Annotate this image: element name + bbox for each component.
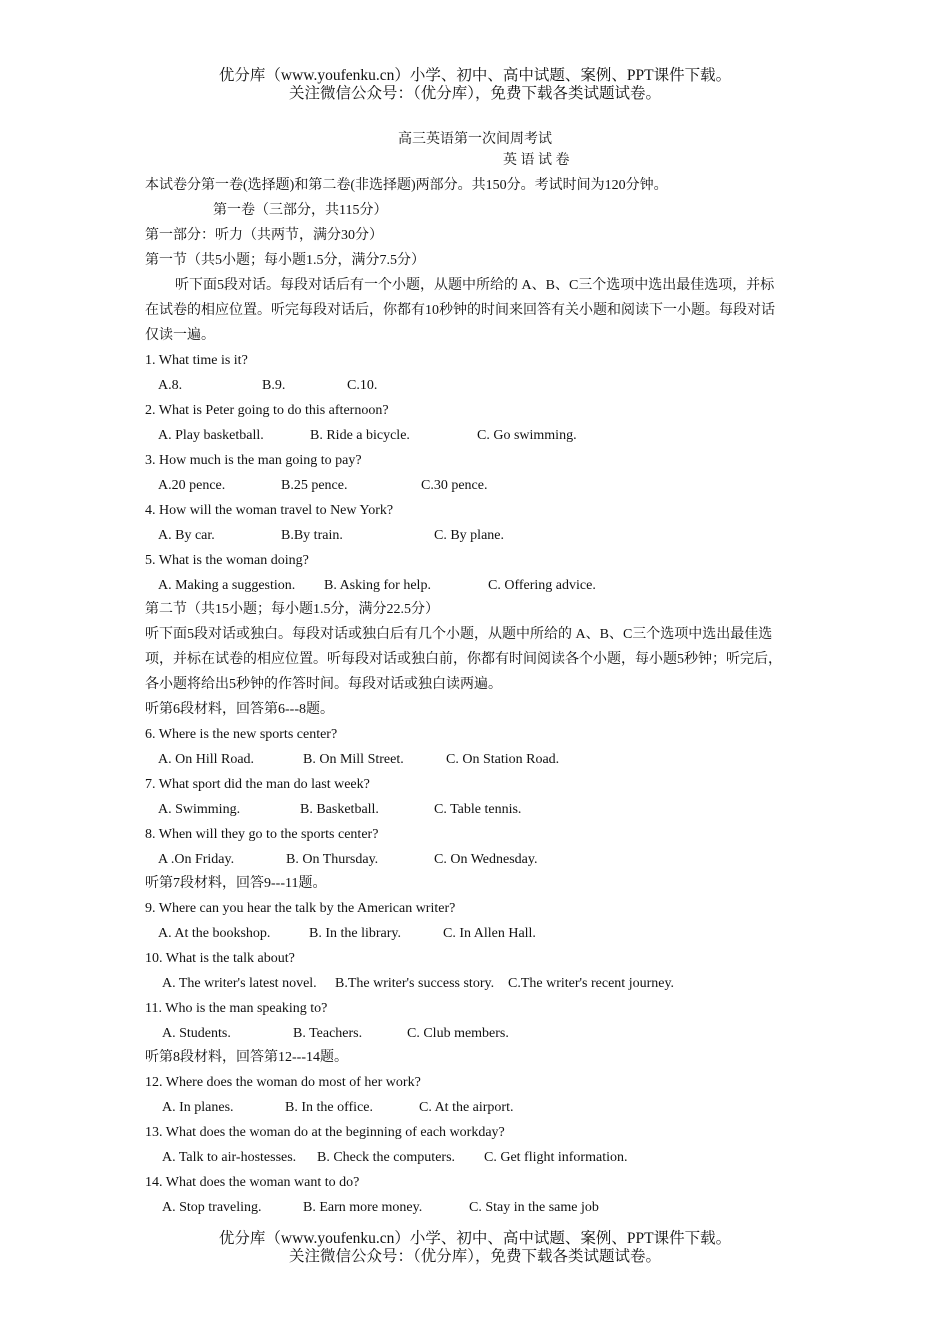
question-3: 3. How much is the man going to pay? <box>145 453 362 468</box>
question-8: 8. When will they go to the sports center? <box>145 827 379 842</box>
question-9: 9. Where can you hear the talk by the American writer? <box>145 901 456 916</box>
option-b: B. In the office. <box>285 1100 373 1115</box>
option-a: A. Play basketball. <box>158 428 264 443</box>
option-b: B. Earn more money. <box>303 1200 423 1215</box>
option-b: B. Teachers. <box>293 1026 363 1041</box>
option-c: C.10. <box>347 378 378 393</box>
question-6: 6. Where is the new sports center? <box>145 727 338 742</box>
question-1: 1. What time is it? <box>145 353 248 368</box>
exam-subtitle: 英 语 试 卷 <box>503 153 570 168</box>
option-b: B. In the library. <box>309 926 402 941</box>
option-c: C. On Station Road. <box>446 752 560 767</box>
option-b: B. Asking for help. <box>324 578 431 593</box>
option-a: A. Swimming. <box>158 802 241 817</box>
option-c: C. Table tennis. <box>434 802 522 817</box>
option-c: C. Go swimming. <box>477 428 577 443</box>
option-a: A. The writer's latest novel. <box>162 976 317 991</box>
section-2-instruction: 听下面5段对话或独白。每段对话或独白后有几个小题，从题中所给的 A、B、C三个选项中选出最佳选 <box>145 627 773 642</box>
question-2: 2. What is Peter going to do this afternoon? <box>145 403 389 418</box>
question-11: 11. Who is the man speaking to? <box>145 1001 328 1016</box>
option-a: A. Talk to air-hostesses. <box>162 1150 297 1165</box>
section-2-instruction: 各小题将给出5秒钟的作答时间。每段对话或独白读两遍。 <box>145 677 502 692</box>
option-a: A. Making a suggestion. <box>158 578 296 593</box>
question-4: 4. How will the woman travel to New York? <box>145 503 394 518</box>
question-13: 13. What does the woman do at the beginning of each workday? <box>145 1125 505 1140</box>
option-c: C.30 pence. <box>421 478 488 493</box>
option-c: C. At the airport. <box>419 1100 514 1115</box>
option-b: B.The writer's success story. <box>335 976 495 991</box>
option-b: B. Ride a bicycle. <box>310 428 410 443</box>
question-14: 14. What does the woman want to do? <box>145 1175 360 1190</box>
exam-intro: 本试卷分第一卷(选择题)和第二卷(非选择题)两部分。共150分。考试时间为120分钟。 <box>145 178 668 193</box>
option-b: B. On Thursday. <box>286 852 379 867</box>
material-8-note: 听第8段材料，回答第12---14题。 <box>145 1050 348 1065</box>
footer-line-2: 关注微信公众号：（优分库），免费下载各类试题试卷。 <box>288 1248 661 1265</box>
section-2-instruction: 项，并标在试卷的相应位置。听每段对话或独白前，你都有时间阅读各个小题，每小题5秒钟；听完后， <box>145 652 782 667</box>
option-c: C. Offering advice. <box>488 578 596 593</box>
option-b: B. On Mill Street. <box>303 752 404 767</box>
section-2-heading: 第二节（共15小题；每小题1.5分，满分22.5分） <box>145 602 439 617</box>
question-5: 5. What is the woman doing? <box>145 553 309 568</box>
option-a: A.8. <box>158 378 183 393</box>
option-b: B. Check the computers. <box>317 1150 456 1165</box>
question-12: 12. Where does the woman do most of her work? <box>145 1075 421 1090</box>
footer-line-1: 优分库（www.youfenku.cn）小学、初中、高中试题、案例、PPT课件下载。 <box>218 1230 732 1247</box>
material-7-note: 听第7段材料，回答9---11题。 <box>145 876 327 891</box>
section-1-instruction: 仅读一遍。 <box>145 328 215 343</box>
material-6-note: 听第6段材料，回答第6---8题。 <box>145 702 334 717</box>
part-1-heading: 第一部分：听力（共两节，满分30分） <box>145 228 383 243</box>
question-10: 10. What is the talk about? <box>145 951 295 966</box>
option-c: C. Get flight information. <box>484 1150 628 1165</box>
option-a: A.20 pence. <box>158 478 226 493</box>
option-b: B.By train. <box>281 528 343 543</box>
option-a: A. In planes. <box>162 1100 234 1115</box>
question-7: 7. What sport did the man do last week? <box>145 777 370 792</box>
option-a: A. On Hill Road. <box>158 752 255 767</box>
section-1-instruction: 在试卷的相应位置。听完每段对话后，你都有10秒钟的时间来回答有关小题和阅读下一小题。每段对话 <box>145 303 775 318</box>
exam-title: 高三英语第一次间周考试 <box>398 132 552 147</box>
option-b: B. Basketball. <box>300 802 379 817</box>
option-c: C.The writer's recent journey. <box>508 976 675 991</box>
option-a: A. At the bookshop. <box>158 926 271 941</box>
option-c: C. By plane. <box>434 528 504 543</box>
option-a: A. By car. <box>158 528 215 543</box>
volume-1-heading: 第一卷（三部分，共115分） <box>213 203 388 218</box>
option-a: A. Students. <box>162 1026 231 1041</box>
option-a: A .On Friday. <box>158 852 235 867</box>
header-line-2: 关注微信公众号：（优分库），免费下载各类试题试卷。 <box>288 85 661 102</box>
option-b: B.9. <box>262 378 286 393</box>
section-1-heading: 第一节（共5小题；每小题1.5分，满分7.5分） <box>145 253 425 268</box>
option-c: C. Club members. <box>407 1026 509 1041</box>
section-1-instruction: 听下面5段对话。每段对话后有一个小题，从题中所给的 A、B、C三个选项中选出最佳选项，并标 <box>175 278 775 293</box>
header-line-1: 优分库（www.youfenku.cn）小学、初中、高中试题、案例、PPT课件下载。 <box>218 67 732 84</box>
option-c: C. On Wednesday. <box>434 852 538 867</box>
option-c: C. Stay in the same job <box>469 1200 599 1215</box>
option-a: A. Stop traveling. <box>162 1200 262 1215</box>
option-c: C. In Allen Hall. <box>443 926 536 941</box>
option-b: B.25 pence. <box>281 478 348 493</box>
